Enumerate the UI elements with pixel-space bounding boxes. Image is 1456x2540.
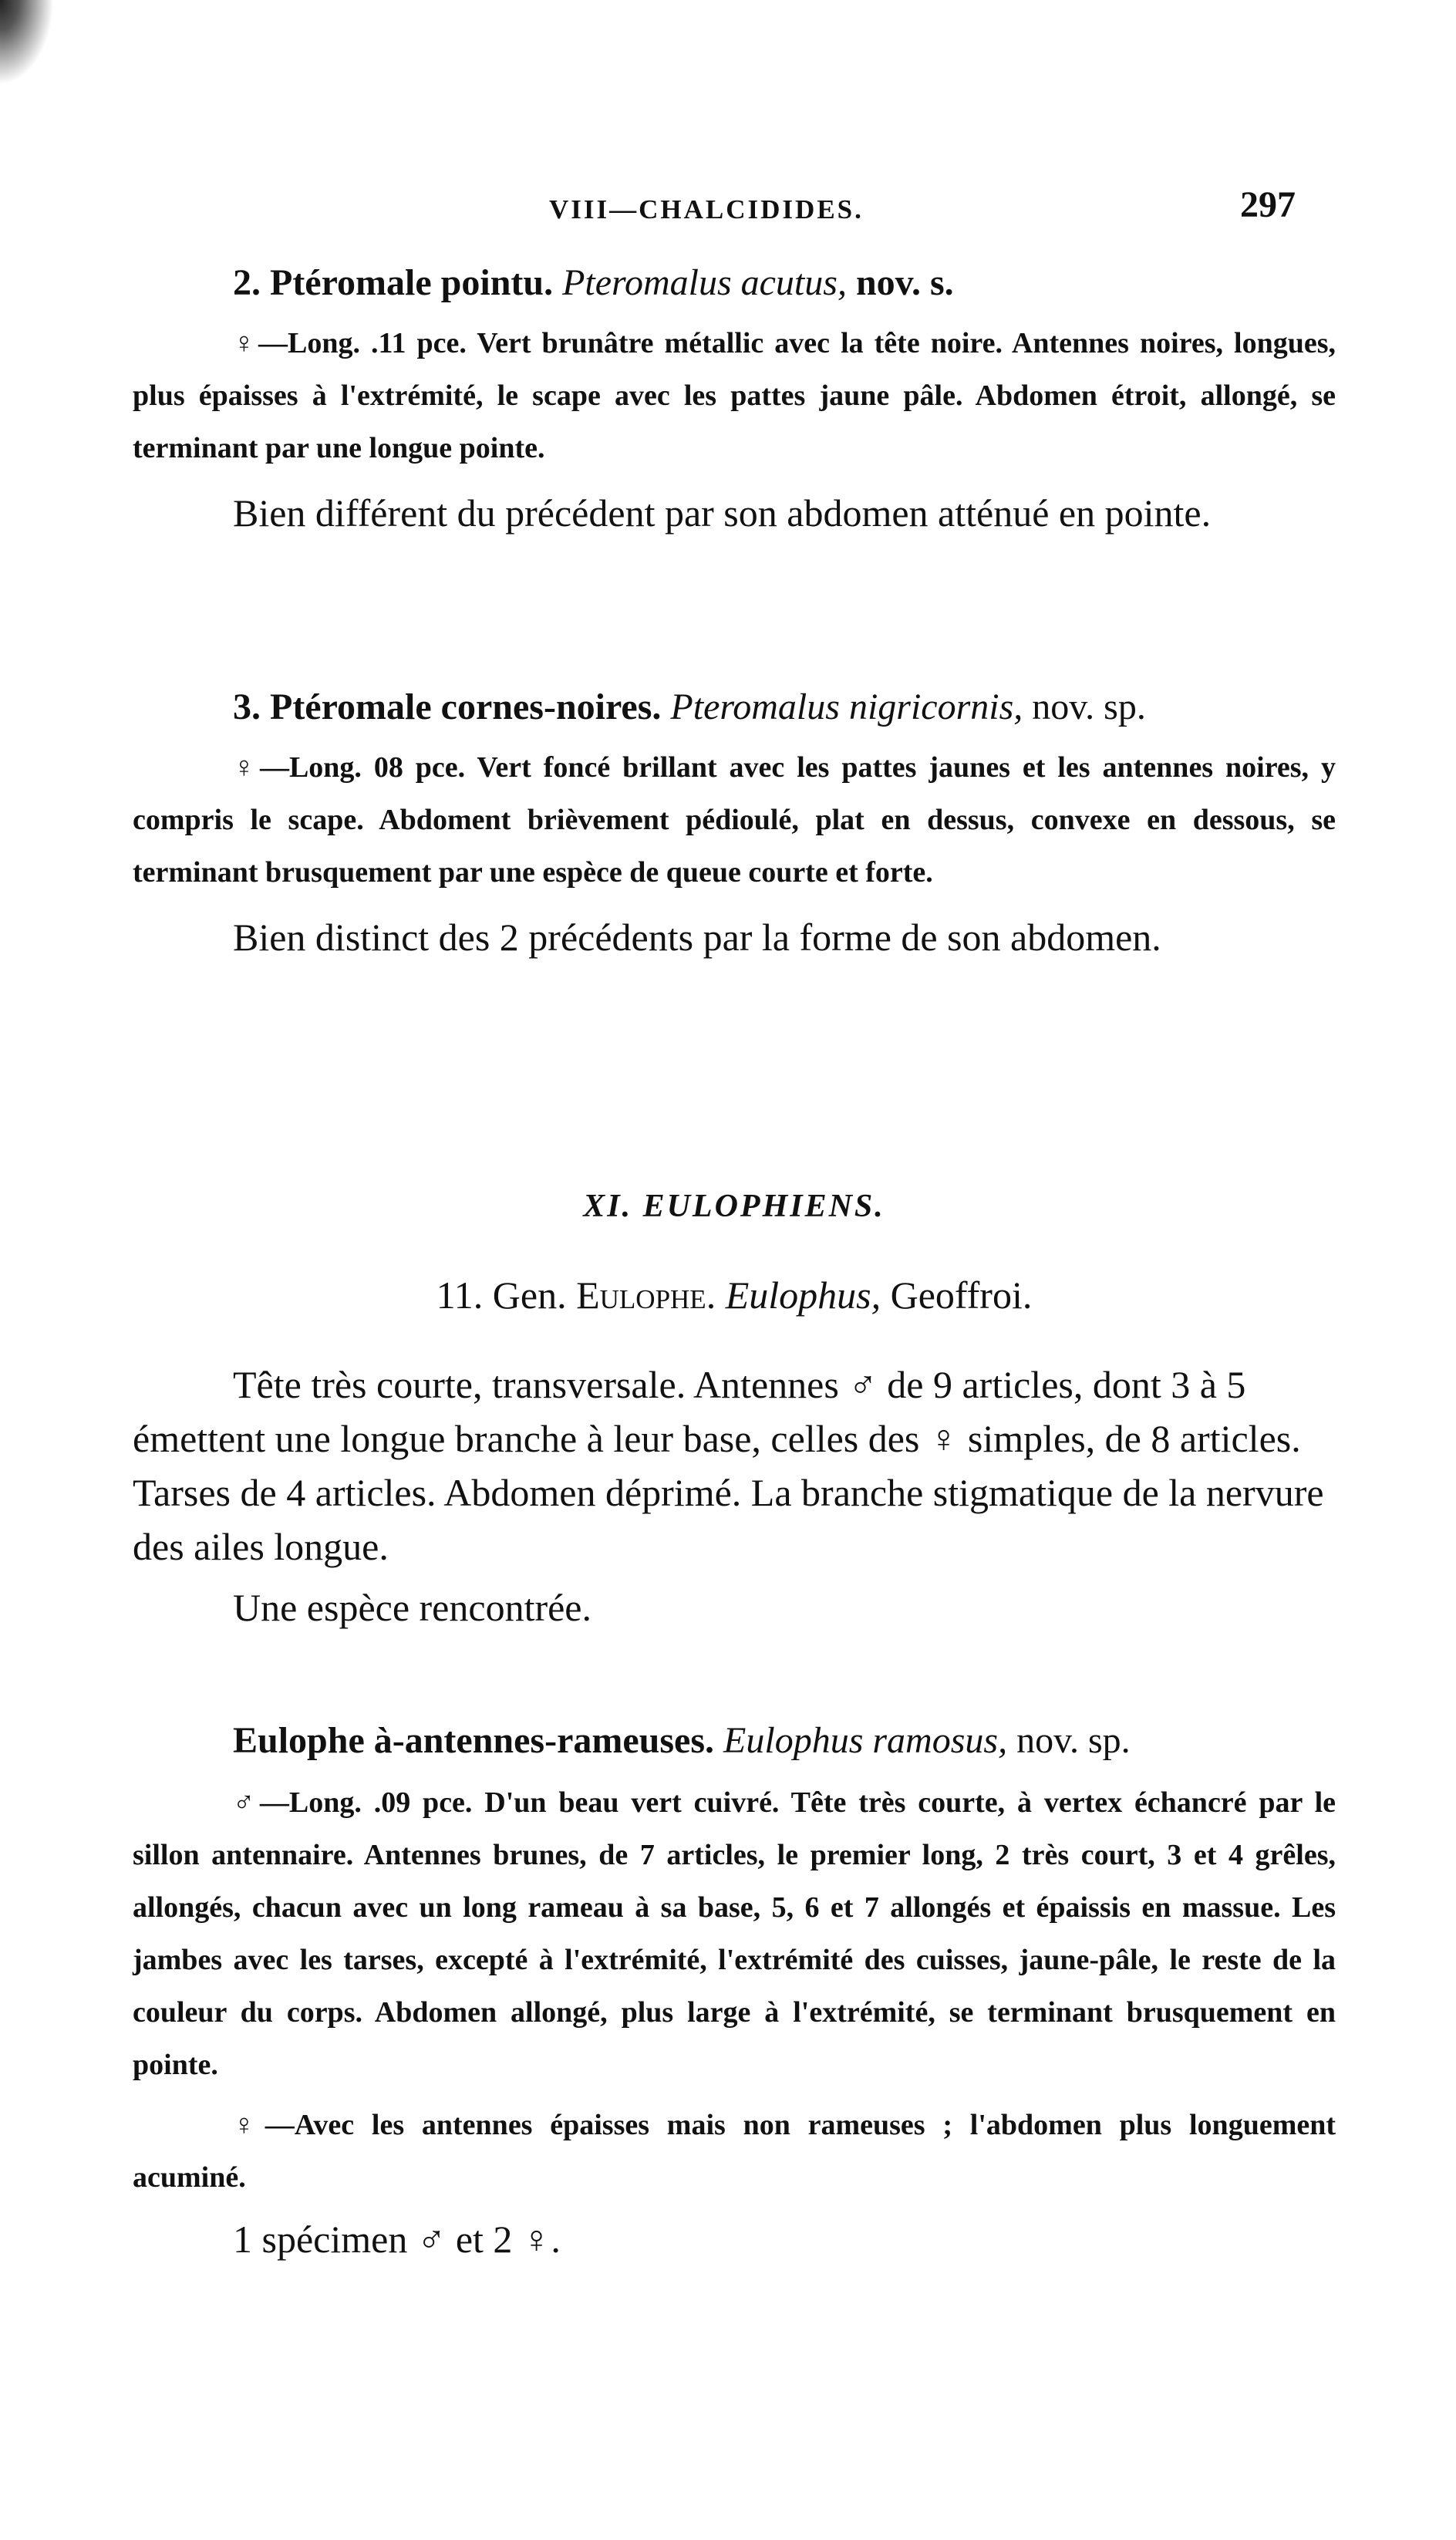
- female-description: ♀—Avec les antennes épaisses mais non rameuses ; l'abdomen plus longuement acuminé.: [133, 2109, 1336, 2194]
- species-count-note: Une espèce rencontrée.: [233, 1586, 592, 1629]
- species-name-lat: Pteromalus nigricornis,: [670, 686, 1023, 727]
- species-name-fr: 2. Ptéromale pointu.: [233, 262, 554, 303]
- species-heading: [133, 1716, 1336, 1766]
- page-number: 297: [1240, 184, 1296, 225]
- section-title: XI. EULOPHIENS.: [583, 1189, 885, 1224]
- genus-number: 11. Gen.: [436, 1273, 567, 1317]
- genus-description: Tête très courte, transversale. Antennes ♂ de 9 articles, dont 3 à 5 émettent une longue branche à leur base, celles des ♀ simples, de 8 articles. Tarses de 4 articles. Abdomen déprimé. La branche stigmatique de la nervure des ailes longue.: [133, 1363, 1324, 1568]
- species-remark: Bien distinct des 2 précédents par la forme de son abdomen.: [233, 916, 1161, 959]
- male-description: ♂—Long. .09 pce. D'un beau vert cuivré. Tête très courte, à vertex échancré par le sillon antennaire. Antennes brunes, de 7 articles, le premier long, 2 très court, 3 et 4 grêles, allongés, chacun avec un long rameau à sa base, 5, 6 et 7 allongés et épaissis en massue. Les jambes avec les tarses, excepté à l'extrémité, l'extrémité des cuisses, jaune-pâle, le reste de la couleur du corps. Abdomen allongé, plus large à l'extrémité, se terminant brusquement en pointe.: [133, 1786, 1336, 2081]
- species-name-lat: Pteromalus acutus,: [562, 262, 847, 303]
- species-2: [133, 258, 1336, 542]
- species-description: ♀—Long. .11 pce. Vert brunâtre métallic avec la tête noire. Antennes noires, longues, plus épaisses à l'extrémité, le scape avec les pattes jaune pâle. Abdomen étroit, allongé, se terminant par une longue pointe.: [133, 327, 1336, 464]
- species-name-fr: Eulophe à-antennes-rameuses.: [233, 1720, 715, 1761]
- genus-description-block: [133, 1358, 1336, 1637]
- genus-author: Geoffroi.: [890, 1273, 1033, 1317]
- genus-heading: [133, 1273, 1336, 1317]
- species-name-lat: Eulophus ramosus,: [723, 1720, 1008, 1761]
- genus-name-lat: Eulophus,: [725, 1273, 881, 1317]
- species-status: nov. s.: [855, 262, 954, 303]
- species-heading: [133, 258, 1336, 308]
- species-description: ♀—Long. 08 pce. Vert foncé brillant avec les pattes jaunes et les antennes noires, y compris le scape. Abdoment brièvement pédioulé, plat en dessus, convexe en dessous, se terminant brusquement par une espèce de queue courte et forte.: [133, 751, 1336, 889]
- species-status: nov. sp.: [1032, 686, 1146, 727]
- species-remark: Bien différent du précédent par son abdomen atténué en pointe.: [233, 491, 1212, 535]
- species-status: nov. sp.: [1016, 1720, 1131, 1761]
- scan-artifact: [0, 0, 54, 85]
- species-heading: [133, 683, 1336, 732]
- page-header: [0, 184, 1456, 230]
- species-3: [133, 683, 1336, 966]
- specimen-count: 1 spécimen ♂ et 2 ♀.: [233, 2218, 561, 2261]
- species-eulophe: [133, 1716, 1336, 2268]
- running-head: VIII—CHALCIDIDES.: [549, 194, 864, 224]
- species-name-fr: 3. Ptéromale cornes-noires.: [233, 686, 662, 727]
- genus-name: Eulophe.: [576, 1273, 716, 1317]
